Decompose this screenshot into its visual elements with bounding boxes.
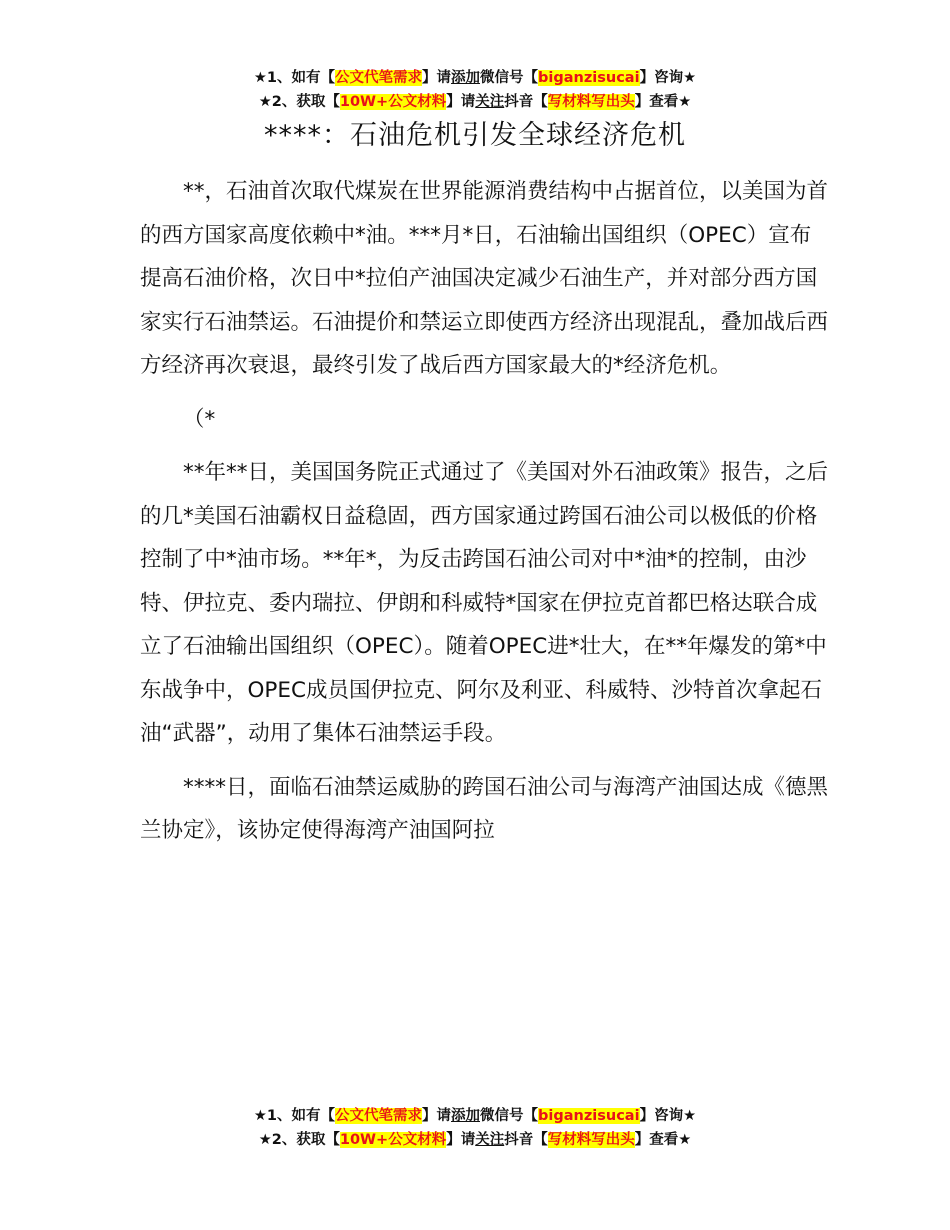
banner-text: 】咨询★ (639, 1108, 697, 1124)
banner-text: 】查看★ (634, 94, 692, 110)
banner-text: 】请 (422, 70, 452, 86)
banner-highlight: 写材料写出头 (547, 1132, 635, 1148)
paragraph: **年**日，美国国务院正式通过了《美国对外石油政策》报告，之后的几*美国石油霸权日益稳固，西方国家通过跨国石油公司以极低的价格控制了中*油市场。**年*，为反击跨国石油公司对中*油*的控制，由沙特、伊拉克、委内瑞拉、伊朗和科威特*国家在伊拉克首都巴格达联合成立了石油输出国组织（OPEC）。随着OPEC进*壮大，在**年爆发的第*中东战争中，OPEC成员国伊拉克、阿尔及利亚、科威特、沙特首次拿起石油“武器”，动用了集体石油禁运手段。 (140, 460, 829, 746)
banner-underlined: 添加 (451, 70, 481, 86)
banner-text: 】查看★ (634, 1132, 692, 1148)
banner-highlight: 公文代笔需求 (335, 1108, 423, 1124)
banner-highlight: biganzisucai (538, 70, 640, 86)
document-title: ****：石油危机引发全球经济危机 (264, 120, 686, 151)
banner-text: 】请 (446, 1132, 476, 1148)
banner-underlined: 关注 (475, 1132, 505, 1148)
banner-highlight: 10W+公文材料 (339, 1132, 447, 1148)
banner-text: ★1、如有【 (253, 1108, 336, 1124)
paragraph: ****日，面临石油禁运威胁的跨国石油公司与海湾产油国达成《德黑兰协定》，该协定使得海湾产油国阿拉 (140, 774, 829, 843)
document-body (140, 170, 832, 863)
banner-text: ★2、获取【 (258, 94, 340, 110)
banner-text: 微信号【 (480, 1108, 539, 1124)
banner-highlight: 公文代笔需求 (335, 70, 423, 86)
banner-line-2 (0, 1128, 950, 1152)
banner-text: 抖音【 (504, 1132, 548, 1148)
paragraph: **，石油首次取代煤炭在世界能源消费结构中占据首位，以美国为首的西方国家高度依赖中*油。***月*日，石油输出国组织（OPEC）宣布提高石油价格，次日中*拉伯产油国决定减少石油生产，并对部分西方国家实行石油禁运。石油提价和禁运立即使西方经济出现混乱，叠加战后西方经济再次衰退，最终引发了战后西方国家最大的*经济危机。 (140, 179, 829, 378)
banner-text: ★1、如有【 (253, 70, 336, 86)
header-banner (0, 66, 950, 114)
banner-text: 】请 (422, 1108, 452, 1124)
banner-line-1 (0, 66, 950, 90)
footer-banner (0, 1104, 950, 1152)
banner-underlined: 添加 (451, 1108, 481, 1124)
banner-line-2 (0, 90, 950, 114)
banner-text: ★2、获取【 (258, 1132, 340, 1148)
banner-text: 抖音【 (504, 94, 548, 110)
paragraph: （* (183, 406, 216, 432)
banner-text: 】请 (446, 94, 476, 110)
banner-highlight: biganzisucai (538, 1108, 640, 1124)
banner-highlight: 写材料写出头 (547, 94, 635, 110)
banner-line-1 (0, 1104, 950, 1128)
banner-text: 微信号【 (480, 70, 539, 86)
banner-text: 】咨询★ (639, 70, 697, 86)
banner-highlight: 10W+公文材料 (339, 94, 447, 110)
banner-underlined: 关注 (475, 94, 505, 110)
